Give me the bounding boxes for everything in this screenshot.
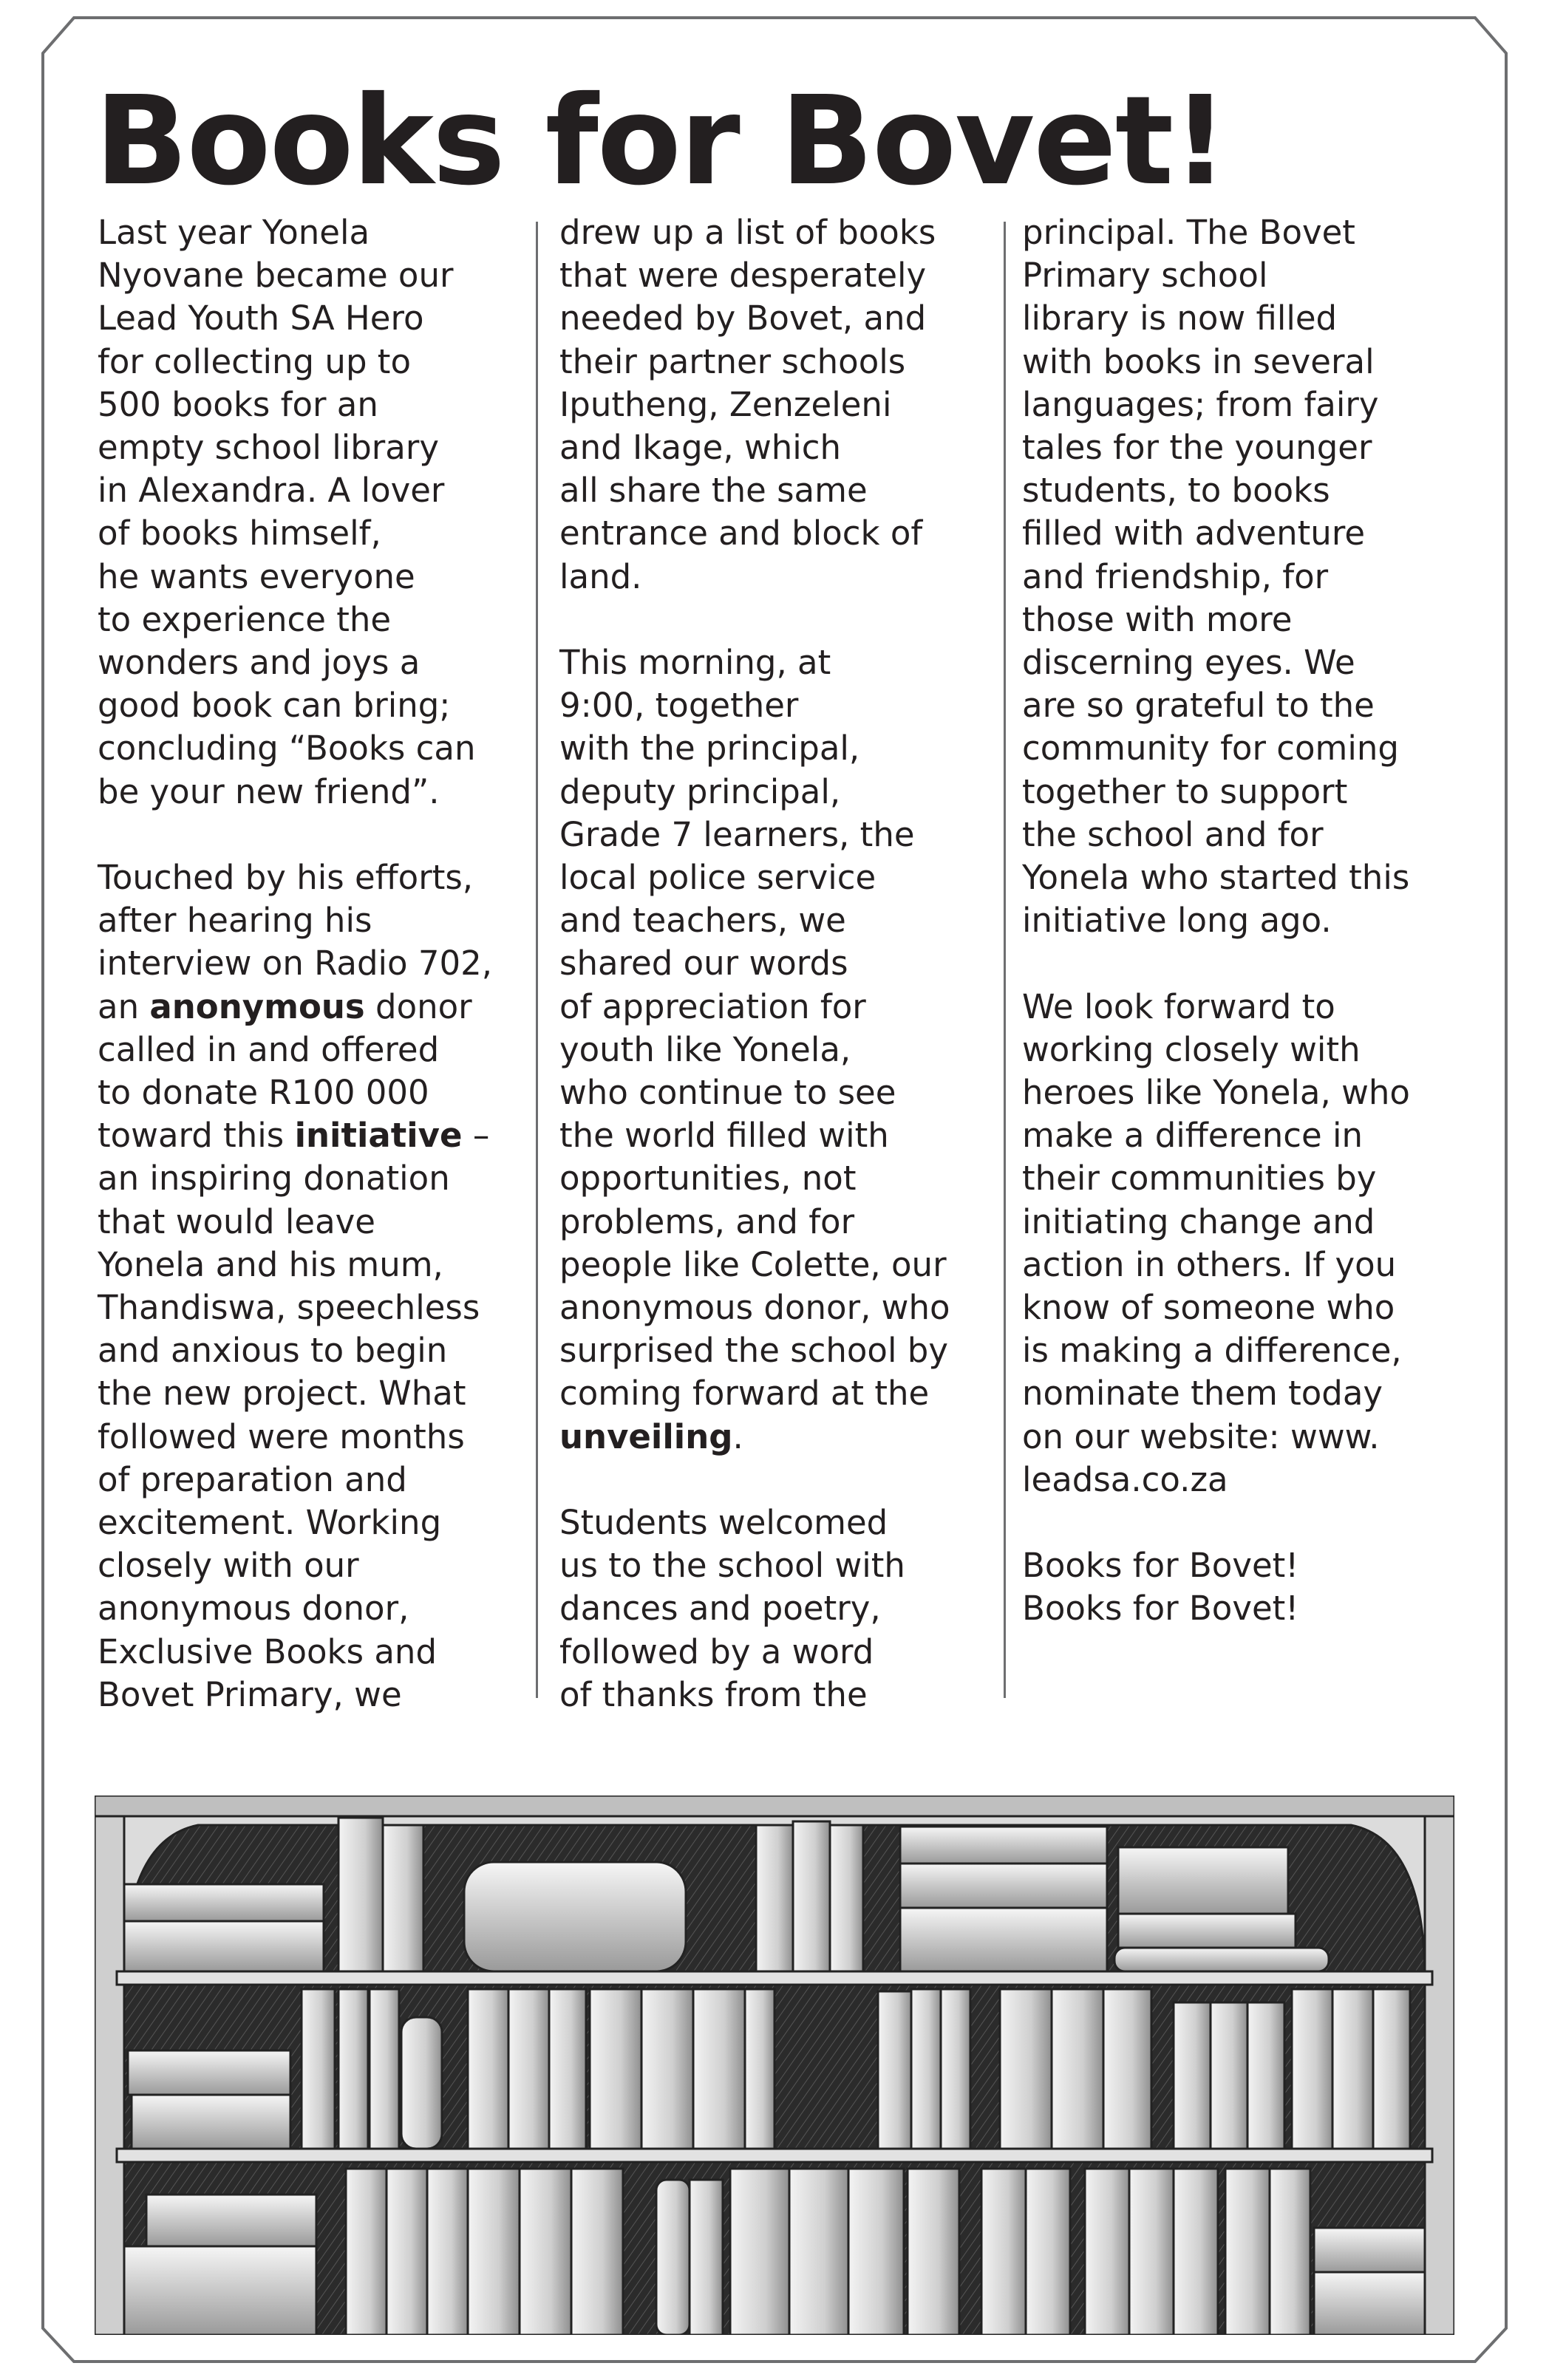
text-column-1 (98, 211, 526, 1716)
paragraph (559, 641, 988, 1459)
paragraph-text: drew up a list of books that were desperately needed by Bovet, and their partner schools Iputheng, Zenzeleni and Ikage, which all share the same entrance and block of land. (559, 213, 936, 596)
emphasis-text: unveiling (559, 1416, 733, 1456)
paragraph-text: . (732, 1416, 743, 1456)
bookshelf-illustration (95, 1796, 1454, 2335)
emphasis-text: anonymous (149, 986, 365, 1026)
paragraph (559, 1501, 988, 1716)
paragraph-text: donor called in and offered to donate R100 000 toward this (98, 986, 472, 1156)
paragraph-text: Touched by his efforts, after hearing his interview on Radio 702, an (98, 858, 493, 1026)
text-column-2 (559, 211, 988, 1716)
article-title: Books for Bovet! (95, 70, 1227, 213)
paragraph-text: Last year Yonela Nyovane became our Lead Youth SA Hero for collecting up to 500 books for an empty school library in Alexandra. A lover of books himself, he wants everyone to experience the wonders and joys a good book can bring; concluding “Books can be your new friend”. (98, 213, 476, 811)
emphasis-text: initiative (294, 1116, 463, 1156)
paragraph (559, 211, 988, 599)
paragraph-text: We look forward to working closely with heroes like Yonela, who make a difference in their communities by initiating change and action in others. If you know of someone who is making a difference, nominate them today on our website: www. leadsa.co.za (1022, 986, 1410, 1499)
paragraph-text: Students welcomed us to the school with dances and poetry, followed by a word of thanks from the (559, 1503, 905, 1714)
paragraph (98, 211, 526, 814)
column-divider (536, 222, 538, 1698)
paragraph (1022, 211, 1451, 942)
paragraph (1022, 986, 1451, 1501)
paragraph-text: principal. The Bovet Primary school library is now filled with books in several languages; from fairy tales for the younger students, to books filled with adventure and friendship, for those with more discerning eyes. We are so grateful to the community for coming together to support the school and for Yonela who started this initiative long ago. (1022, 213, 1410, 941)
paragraph-text: – an inspiring donation that would leave Yonela and his mum, Thandiswa, speechless and anxious to begin the new project. What followed were months of preparation and excitement. Working closely with our anonymous donor, Exclusive Books and Bovet Primary, we (98, 1116, 490, 1714)
paragraph-text: This morning, at 9:00, together with the principal, deputy principal, Grade 7 learners, the local police service and teachers, we shared our words of appreciation for youth like Yonela, who continue to see the world filled with opportunities, not problems, and for people like Colette, our anonymous donor, who surprised the school by coming forward at the (559, 643, 950, 1414)
paragraph (98, 856, 526, 1716)
column-divider (1004, 222, 1006, 1698)
paragraph-text: Books for Bovet! Books for Bovet! (1022, 1546, 1299, 1629)
paragraph (1022, 1544, 1451, 1630)
text-column-3 (1022, 211, 1451, 1631)
